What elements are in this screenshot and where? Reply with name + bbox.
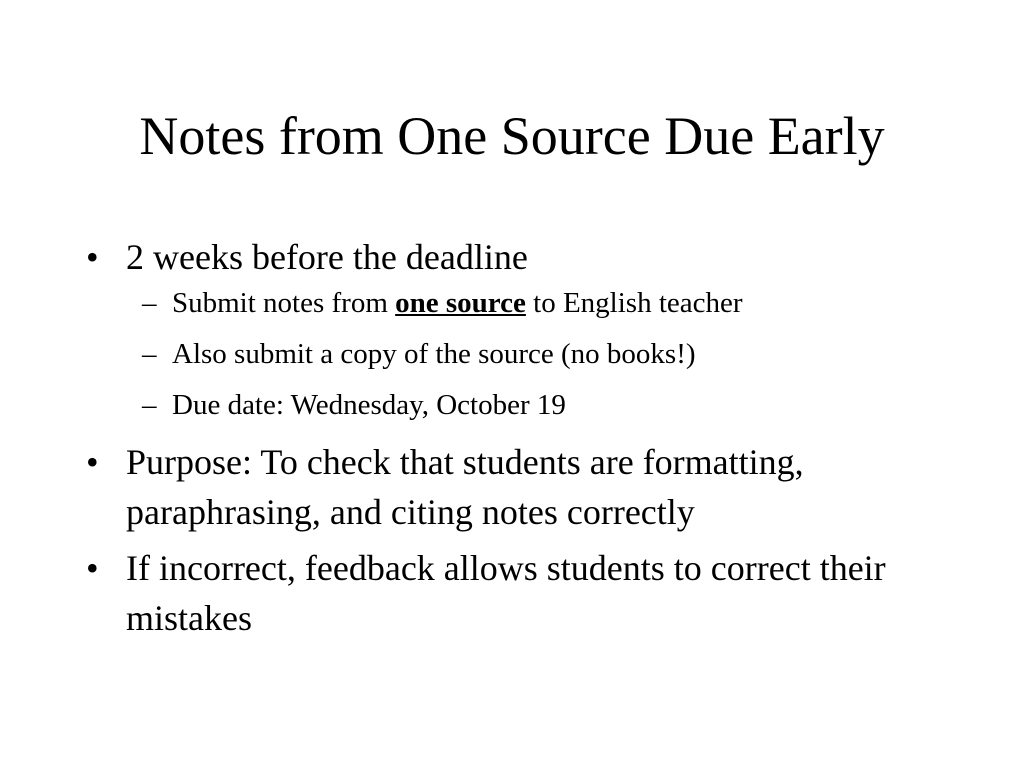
bullet-text: Purpose: To check that students are formatting, paraphrasing, and citing notes correctly (126, 442, 804, 532)
bullet-item (86, 232, 966, 424)
sub-bullet-text-before: Submit notes from (172, 287, 396, 319)
bullet-item (86, 543, 966, 643)
sub-bullet-item (126, 335, 966, 373)
bullet-marker: • (86, 237, 99, 277)
sub-bullet-marker: – (142, 287, 157, 319)
bullet-text: 2 weeks before the deadline (126, 237, 528, 277)
sub-bullet-item (126, 284, 966, 322)
emphasized-text: one source (395, 287, 526, 319)
sub-bullet-item (126, 386, 966, 424)
sub-bullet-text: Also submit a copy of the source (no books!) (172, 338, 696, 370)
bullet-item (86, 437, 966, 537)
sub-bullet-list (126, 284, 966, 424)
bullet-text: If incorrect, feedback allows students to correct their mistakes (126, 548, 886, 638)
slide-title: Notes from One Source Due Early (139, 106, 885, 166)
bullet-marker: • (86, 442, 99, 482)
sub-bullet-text-after: to English teacher (525, 287, 743, 319)
bullet-list (86, 232, 966, 643)
sub-bullet-text: Due date: Wednesday, October 19 (172, 389, 566, 421)
bullet-marker: • (86, 548, 99, 588)
sub-bullet-marker: – (142, 338, 157, 370)
sub-bullet-marker: – (142, 389, 157, 421)
